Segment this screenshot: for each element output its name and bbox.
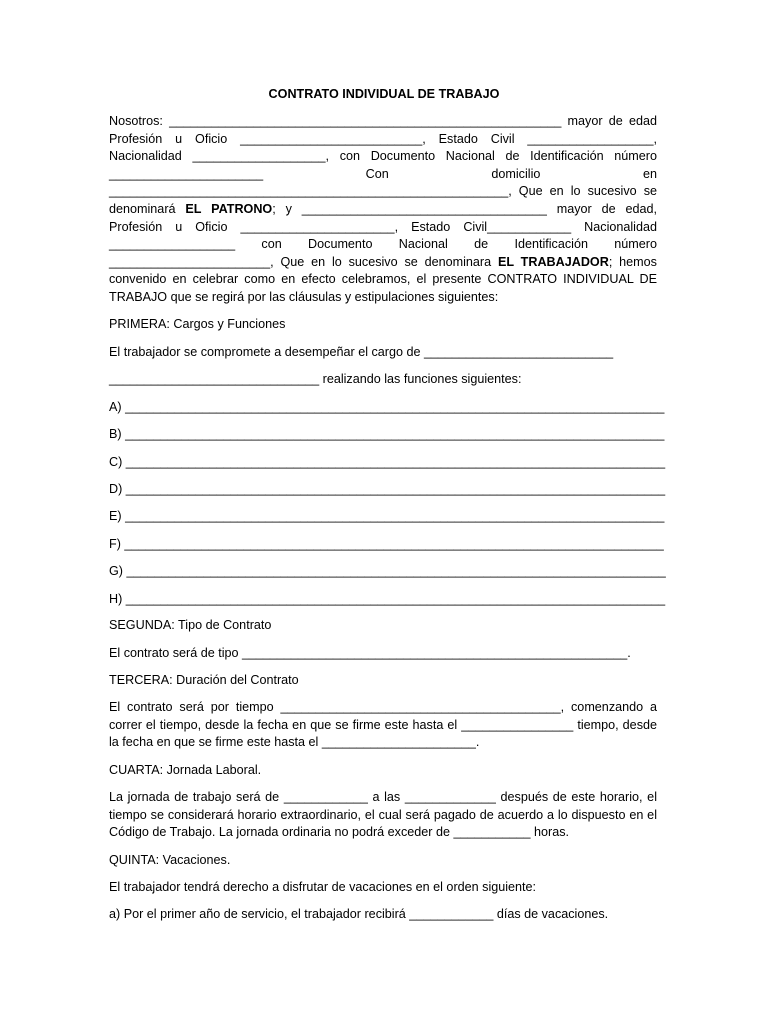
segunda-text: El contrato será de tipo _______________________________________________________. bbox=[109, 646, 631, 660]
patrono-term: EL PATRONO bbox=[185, 201, 273, 216]
cuarta-heading: CUARTA: Jornada Laboral. bbox=[109, 763, 262, 777]
trabajador-term: EL TRABAJADOR bbox=[497, 254, 609, 269]
function-item-d: D) _____________________________________________________________________________ bbox=[109, 482, 666, 496]
function-item-h: H) _____________________________________________________________________________ bbox=[109, 592, 666, 606]
quinta-heading: QUINTA: Vacaciones. bbox=[109, 853, 231, 867]
intro-text-1: Nosotros: ________________________________________________________ mayor de edad Profesión u Oficio __________________________, Estado Civil __________________, Nacionalidad ___________________, con Documento Nacional de Identificación número ______________________ Con domicilio en _________________________________________________________, Que en lo sucesivo se denominará bbox=[109, 114, 657, 216]
segunda-heading: SEGUNDA: Tipo de Contrato bbox=[109, 618, 272, 632]
document-title: CONTRATO INDIVIDUAL DE TRABAJO bbox=[268, 87, 500, 101]
function-item-b: B) _____________________________________________________________________________ bbox=[109, 427, 665, 441]
function-item-a: A) _____________________________________________________________________________ bbox=[109, 400, 665, 414]
function-item-e: E) _____________________________________________________________________________ bbox=[109, 509, 665, 523]
function-item-g: G) _____________________________________________________________________________ bbox=[109, 564, 666, 578]
function-item-c: C) _____________________________________________________________________________ bbox=[109, 455, 666, 469]
intro-text-3: ; hemos convenido en celebrar como en efecto celebramos, el presente CONTRATO INDIVIDUAL DE TRABAJO que se regirá por las cláusulas y estipulaciones siguientes: bbox=[109, 254, 657, 304]
cuarta-text: La jornada de trabajo será de ____________ a las _____________ después de este horario, el tiempo se considerará horario extraordinario, el cual será pagado de acuerdo a lo dispuesto en el Código de Trabajo. La jornada ordinaria no podrá exceder de ___________ horas. bbox=[109, 790, 657, 840]
intro-paragraph bbox=[109, 113, 657, 307]
tercera-text: El contrato será por tiempo ________________________________________, comenzando a correr el tiempo, desde la fecha en que se firme este hasta el ________________ tiempo, desde la fecha en que se firme este hasta el ______________________. bbox=[109, 700, 657, 750]
quinta-text-2: a) Por el primer año de servicio, el trabajador recibirá ____________ días de vacaciones. bbox=[109, 907, 609, 921]
primera-funciones-line: ______________________________ realizando las funciones siguientes: bbox=[109, 372, 522, 386]
primera-cargo-line: El trabajador se compromete a desempeñar el cargo de ___________________________ bbox=[109, 345, 614, 359]
primera-heading: PRIMERA: Cargos y Funciones bbox=[109, 317, 286, 331]
tercera-heading: TERCERA: Duración del Contrato bbox=[109, 673, 299, 687]
quinta-text-1: El trabajador tendrá derecho a disfrutar de vacaciones en el orden siguiente: bbox=[109, 880, 537, 894]
function-item-f: F) _____________________________________________________________________________ bbox=[109, 537, 664, 551]
intro-text-2: ; y ___________________________________ mayor de edad, Profesión u Oficio ______________________, Estado Civil____________ Nacionalidad __________________ con Documento Nacional de Identificación número _______________________, Que en lo sucesivo se denominara bbox=[109, 201, 658, 269]
